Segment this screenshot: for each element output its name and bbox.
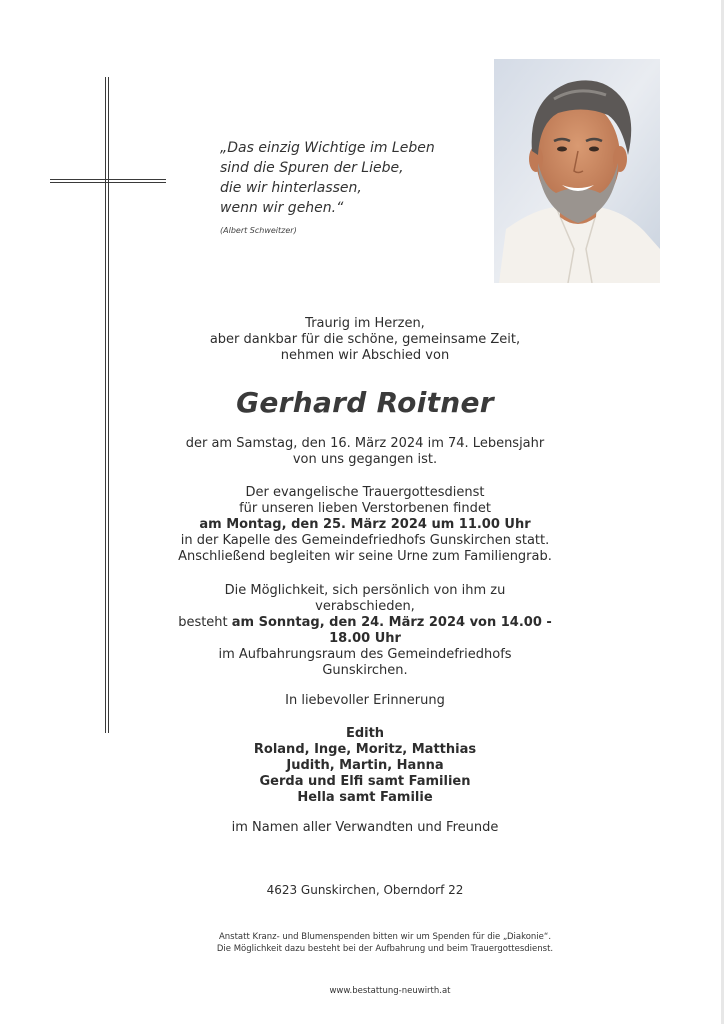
- mourners-list: [175, 726, 555, 806]
- service-line: Der evangelische Trauergottesdienst: [245, 485, 485, 500]
- quote-line: die wir hinterlassen,: [220, 180, 362, 196]
- portrait-photo: [494, 59, 660, 283]
- cross-vertical-bar: [104, 77, 110, 733]
- death-notice: [175, 436, 555, 468]
- behalf-line: im Namen aller Verwandten und Freunde: [231, 820, 499, 835]
- intro-text: [175, 316, 555, 364]
- viewing-line: [175, 615, 555, 647]
- quote-line: wenn wir gehen.“: [220, 200, 344, 216]
- quote-author: (Albert Schweitzer): [220, 226, 297, 235]
- donation-note-line: Die Möglichkeit dazu besteht bei der Aufbahrung und beim Trauergottesdienst.: [216, 944, 554, 954]
- intro-line: nehmen wir Abschied von: [280, 348, 450, 363]
- death-notice-line: der am Samstag, den 16. März 2024 im 74. Lebensjahr: [185, 436, 545, 451]
- service-line: in der Kapelle des Gemeindefriedhofs Gunskirchen statt.: [180, 533, 550, 548]
- intro-line: aber dankbar für die schöne, gemeinsame Zeit,: [209, 332, 521, 347]
- service-info: [175, 485, 555, 565]
- service-date: am Montag, den 25. März 2024 um 11.00 Uhr: [199, 517, 531, 532]
- viewing-date: am Sonntag, den 24. März 2024 von 14.00 - 18.00 Uhr: [231, 615, 552, 646]
- mourner-entry: Roland, Inge, Moritz, Matthias: [253, 742, 477, 757]
- viewing-prefix: besteht: [178, 615, 232, 630]
- intro-line: Traurig im Herzen,: [305, 316, 425, 331]
- memory-label: In liebevoller Erinnerung: [285, 693, 445, 708]
- quote-block: [220, 138, 480, 235]
- service-line: für unseren lieben Verstorbenen findet: [239, 501, 491, 516]
- address: 4623 Gunskirchen, Oberndorf 22: [266, 883, 464, 897]
- deceased-name: Gerhard Roitner: [236, 386, 494, 419]
- website-link[interactable]: www.bestattung-neuwirth.at: [329, 986, 451, 996]
- viewing-line: im Aufbahrungsraum des Gemeindefriedhofs Gunskirchen.: [218, 647, 512, 678]
- quote-line: sind die Spuren der Liebe,: [220, 160, 404, 176]
- donation-note: [170, 931, 600, 955]
- viewing-line: Die Möglichkeit, sich persönlich von ihm zu verabschieden,: [224, 583, 506, 614]
- mourner-entry: Gerda und Elfi samt Familien: [259, 774, 471, 789]
- mourner-entry: Edith: [345, 726, 385, 741]
- service-line: Anschließend begleiten wir seine Urne zum Familiengrab.: [178, 549, 552, 564]
- quote-line: „Das einzig Wichtige im Leben: [220, 140, 435, 156]
- death-notice-line: von uns gegangen ist.: [292, 452, 438, 467]
- mourner-entry: Hella samt Familie: [297, 790, 433, 805]
- donation-note-line: Anstatt Kranz- und Blumenspenden bitten wir um Spenden für die „Diakonie“.: [218, 932, 552, 942]
- viewing-info: [175, 583, 555, 679]
- mourner-entry: Judith, Martin, Hanna: [286, 758, 444, 773]
- cross-horizontal-bar: [50, 179, 166, 184]
